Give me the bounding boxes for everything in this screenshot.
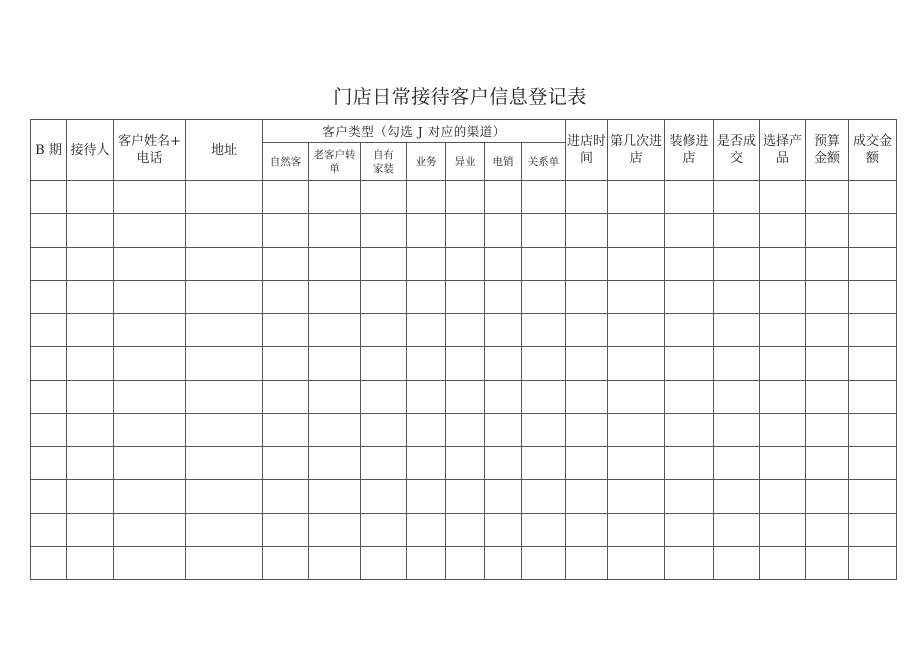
table-cell[interactable]: [407, 513, 446, 546]
header-type-own-decoration: 自有 家装: [361, 143, 407, 181]
table-row: [31, 247, 897, 280]
header-type-cross-industry: 异业: [446, 143, 485, 181]
table-cell[interactable]: [114, 314, 186, 347]
table-cell[interactable]: [608, 513, 665, 546]
table-cell[interactable]: [263, 546, 309, 579]
table-cell[interactable]: [263, 513, 309, 546]
table-cell[interactable]: [522, 413, 566, 446]
table-cell[interactable]: [263, 314, 309, 347]
table-cell[interactable]: [309, 413, 361, 446]
table-cell[interactable]: [608, 181, 665, 214]
table-cell[interactable]: [849, 347, 897, 380]
table-cell[interactable]: [522, 447, 566, 480]
table-cell[interactable]: [361, 380, 407, 413]
table-cell[interactable]: [485, 347, 522, 380]
table-cell[interactable]: [114, 447, 186, 480]
table-cell[interactable]: [407, 480, 446, 513]
table-row: [31, 546, 897, 579]
table-row: [31, 513, 897, 546]
table-cell[interactable]: [361, 546, 407, 579]
table-cell[interactable]: [186, 380, 263, 413]
table-cell[interactable]: [806, 280, 849, 313]
table-cell[interactable]: [566, 380, 608, 413]
table-cell[interactable]: [485, 513, 522, 546]
table-cell[interactable]: [114, 214, 186, 247]
header-date: B 期: [31, 120, 67, 181]
table-cell[interactable]: [407, 280, 446, 313]
table-cell[interactable]: [31, 480, 67, 513]
table-cell[interactable]: [67, 380, 114, 413]
table-cell[interactable]: [714, 347, 760, 380]
table-cell[interactable]: [760, 447, 806, 480]
header-deal-closed: 是否成 交: [714, 120, 760, 181]
table-cell[interactable]: [446, 413, 485, 446]
table-cell[interactable]: [31, 447, 67, 480]
table-row: [31, 214, 897, 247]
header-type-old-referral: 老客户转 单: [309, 143, 361, 181]
table-cell[interactable]: [849, 413, 897, 446]
customer-registration-table: [30, 119, 897, 580]
table-cell[interactable]: [407, 247, 446, 280]
table-cell[interactable]: [446, 280, 485, 313]
table-cell[interactable]: [849, 280, 897, 313]
table-cell[interactable]: [361, 314, 407, 347]
table-cell[interactable]: [760, 181, 806, 214]
table-cell[interactable]: [309, 480, 361, 513]
table-cell[interactable]: [665, 380, 714, 413]
table-cell[interactable]: [31, 546, 67, 579]
table-cell[interactable]: [446, 546, 485, 579]
table-cell[interactable]: [522, 280, 566, 313]
table-cell[interactable]: [263, 280, 309, 313]
table-cell[interactable]: [714, 513, 760, 546]
table-cell[interactable]: [446, 214, 485, 247]
table-row: [31, 413, 897, 446]
table-cell[interactable]: [566, 347, 608, 380]
table-cell[interactable]: [31, 513, 67, 546]
table-cell[interactable]: [186, 280, 263, 313]
table-row: [31, 380, 897, 413]
table-cell[interactable]: [407, 380, 446, 413]
table-cell[interactable]: [760, 380, 806, 413]
table-cell[interactable]: [263, 247, 309, 280]
table-cell[interactable]: [67, 447, 114, 480]
header-type-telemarketing: 电销: [485, 143, 522, 181]
table-cell[interactable]: [760, 413, 806, 446]
table-cell[interactable]: [566, 546, 608, 579]
table-cell[interactable]: [446, 380, 485, 413]
table-row: [31, 181, 897, 214]
table-cell[interactable]: [806, 314, 849, 347]
table-cell[interactable]: [114, 546, 186, 579]
table-cell[interactable]: [849, 380, 897, 413]
table-cell[interactable]: [263, 181, 309, 214]
table-cell[interactable]: [67, 280, 114, 313]
table-cell[interactable]: [714, 181, 760, 214]
table-cell[interactable]: [714, 447, 760, 480]
table-cell[interactable]: [665, 447, 714, 480]
table-cell[interactable]: [446, 247, 485, 280]
table-cell[interactable]: [67, 546, 114, 579]
table-cell[interactable]: [186, 214, 263, 247]
table-cell[interactable]: [407, 347, 446, 380]
table-cell[interactable]: [361, 513, 407, 546]
table-cell[interactable]: [522, 314, 566, 347]
table-cell[interactable]: [806, 214, 849, 247]
table-cell[interactable]: [446, 181, 485, 214]
table-cell[interactable]: [760, 280, 806, 313]
table-cell[interactable]: [186, 480, 263, 513]
table-cell[interactable]: [446, 480, 485, 513]
table-cell[interactable]: [714, 480, 760, 513]
header-visit-time: 进店时 间: [566, 120, 608, 181]
header-customer-type: 客户类型（勾选 J 对应的渠道）: [263, 120, 566, 143]
table-cell[interactable]: [760, 513, 806, 546]
table-cell[interactable]: [407, 546, 446, 579]
table-cell[interactable]: [67, 513, 114, 546]
table-cell[interactable]: [665, 513, 714, 546]
table-cell[interactable]: [714, 380, 760, 413]
table-cell[interactable]: [566, 513, 608, 546]
table-cell[interactable]: [263, 380, 309, 413]
table-row: [31, 447, 897, 480]
table-cell[interactable]: [361, 413, 407, 446]
table-cell[interactable]: [31, 380, 67, 413]
table-cell[interactable]: [485, 247, 522, 280]
table-cell[interactable]: [760, 214, 806, 247]
table-cell[interactable]: [566, 314, 608, 347]
table-cell[interactable]: [309, 380, 361, 413]
table-cell[interactable]: [361, 347, 407, 380]
table-cell[interactable]: [714, 314, 760, 347]
table-cell[interactable]: [522, 546, 566, 579]
table-cell[interactable]: [806, 447, 849, 480]
table-cell[interactable]: [566, 280, 608, 313]
table-cell[interactable]: [566, 447, 608, 480]
table-cell[interactable]: [31, 413, 67, 446]
header-decoration-visit: 装修进 店: [665, 120, 714, 181]
table-cell[interactable]: [407, 181, 446, 214]
table-cell[interactable]: [446, 513, 485, 546]
table-cell[interactable]: [114, 181, 186, 214]
table-cell[interactable]: [309, 214, 361, 247]
table-cell[interactable]: [31, 314, 67, 347]
table-cell[interactable]: [714, 280, 760, 313]
table-cell[interactable]: [566, 247, 608, 280]
table-cell[interactable]: [67, 347, 114, 380]
table-cell[interactable]: [485, 214, 522, 247]
table-cell[interactable]: [485, 480, 522, 513]
table-cell[interactable]: [849, 314, 897, 347]
table-cell[interactable]: [849, 513, 897, 546]
table-cell[interactable]: [485, 447, 522, 480]
table-cell[interactable]: [806, 347, 849, 380]
table-cell[interactable]: [114, 247, 186, 280]
header-product-selected: 选择产 品: [760, 120, 806, 181]
table-cell[interactable]: [485, 181, 522, 214]
table-cell[interactable]: [522, 247, 566, 280]
header-deal-amount: 成交金 额: [849, 120, 897, 181]
header-address: 地址: [186, 120, 263, 181]
table-cell[interactable]: [186, 447, 263, 480]
table-cell[interactable]: [608, 247, 665, 280]
table-cell[interactable]: [608, 546, 665, 579]
table-cell[interactable]: [67, 214, 114, 247]
header-type-business: 业务: [407, 143, 446, 181]
table-cell[interactable]: [485, 314, 522, 347]
table-cell[interactable]: [522, 380, 566, 413]
table-cell[interactable]: [446, 314, 485, 347]
table-row: [31, 480, 897, 513]
table-cell[interactable]: [31, 247, 67, 280]
table-cell[interactable]: [665, 280, 714, 313]
table-row: [31, 280, 897, 313]
table-cell[interactable]: [665, 214, 714, 247]
table-cell[interactable]: [263, 347, 309, 380]
table-cell[interactable]: [361, 247, 407, 280]
table-cell[interactable]: [665, 480, 714, 513]
table-cell[interactable]: [566, 480, 608, 513]
table-cell[interactable]: [760, 546, 806, 579]
table-cell[interactable]: [309, 314, 361, 347]
table-cell[interactable]: [665, 181, 714, 214]
table-cell[interactable]: [806, 546, 849, 579]
table-cell[interactable]: [608, 413, 665, 446]
header-receptionist: 接待人: [67, 120, 114, 181]
table-cell[interactable]: [186, 247, 263, 280]
page-title: 门店日常接待客户信息登记表: [333, 86, 587, 108]
table-cell[interactable]: [608, 480, 665, 513]
table-cell[interactable]: [665, 314, 714, 347]
table-cell[interactable]: [485, 413, 522, 446]
table-cell[interactable]: [522, 181, 566, 214]
header-budget-amount: 预算 金额: [806, 120, 849, 181]
table-cell[interactable]: [665, 247, 714, 280]
table-cell[interactable]: [849, 247, 897, 280]
table-cell[interactable]: [714, 247, 760, 280]
table-cell[interactable]: [31, 280, 67, 313]
table-cell[interactable]: [31, 347, 67, 380]
table-cell[interactable]: [446, 347, 485, 380]
table-cell[interactable]: [186, 546, 263, 579]
table-cell[interactable]: [114, 380, 186, 413]
table-cell[interactable]: [407, 314, 446, 347]
table-cell[interactable]: [566, 214, 608, 247]
table-cell[interactable]: [309, 447, 361, 480]
header-type-natural: 自然客: [263, 143, 309, 181]
table-cell[interactable]: [309, 280, 361, 313]
table-cell[interactable]: [446, 447, 485, 480]
table-cell[interactable]: [309, 513, 361, 546]
table-cell[interactable]: [849, 480, 897, 513]
table-cell[interactable]: [309, 347, 361, 380]
table-cell[interactable]: [849, 546, 897, 579]
table-cell[interactable]: [31, 181, 67, 214]
table-cell[interactable]: [186, 314, 263, 347]
table-cell[interactable]: [760, 347, 806, 380]
table-cell[interactable]: [114, 480, 186, 513]
table-cell[interactable]: [608, 447, 665, 480]
table-cell[interactable]: [361, 480, 407, 513]
table-cell[interactable]: [407, 413, 446, 446]
table-cell[interactable]: [263, 480, 309, 513]
table-cell[interactable]: [186, 513, 263, 546]
table-cell[interactable]: [485, 546, 522, 579]
header-visit-count: 第几次进 店: [608, 120, 665, 181]
table-cell[interactable]: [309, 546, 361, 579]
table-cell[interactable]: [608, 280, 665, 313]
table-cell[interactable]: [760, 314, 806, 347]
table-cell[interactable]: [263, 413, 309, 446]
table-cell[interactable]: [309, 247, 361, 280]
table-cell[interactable]: [114, 413, 186, 446]
table-cell[interactable]: [608, 314, 665, 347]
table-cell[interactable]: [566, 413, 608, 446]
table-cell[interactable]: [67, 314, 114, 347]
table-cell[interactable]: [407, 214, 446, 247]
table-cell[interactable]: [309, 181, 361, 214]
table-cell[interactable]: [760, 480, 806, 513]
table-cell[interactable]: [67, 413, 114, 446]
table-cell[interactable]: [806, 247, 849, 280]
header-type-relation: 关系单: [522, 143, 566, 181]
table-cell[interactable]: [67, 181, 114, 214]
table-cell[interactable]: [263, 447, 309, 480]
table-cell[interactable]: [407, 447, 446, 480]
table-cell[interactable]: [806, 181, 849, 214]
table-cell[interactable]: [760, 247, 806, 280]
table-cell[interactable]: [714, 546, 760, 579]
table-cell[interactable]: [522, 480, 566, 513]
table-cell[interactable]: [67, 480, 114, 513]
table-cell[interactable]: [849, 181, 897, 214]
table-row: [31, 347, 897, 380]
table-cell[interactable]: [522, 214, 566, 247]
table-cell[interactable]: [361, 280, 407, 313]
table-cell[interactable]: [522, 347, 566, 380]
table-cell[interactable]: [114, 513, 186, 546]
table-cell[interactable]: [806, 413, 849, 446]
table-cell[interactable]: [361, 181, 407, 214]
table-cell[interactable]: [114, 280, 186, 313]
table-row: [31, 314, 897, 347]
table-cell[interactable]: [849, 214, 897, 247]
table-cell[interactable]: [608, 347, 665, 380]
table-cell[interactable]: [186, 181, 263, 214]
table-cell[interactable]: [806, 480, 849, 513]
table-cell[interactable]: [665, 546, 714, 579]
header-customer-name-phone: 客户姓名+ 电话: [114, 120, 186, 181]
table-cell[interactable]: [361, 447, 407, 480]
table-cell[interactable]: [714, 214, 760, 247]
table-cell[interactable]: [361, 214, 407, 247]
table-cell[interactable]: [186, 413, 263, 446]
table-cell[interactable]: [186, 347, 263, 380]
table-cell[interactable]: [522, 513, 566, 546]
table-cell[interactable]: [31, 214, 67, 247]
table-cell[interactable]: [806, 380, 849, 413]
table-cell[interactable]: [566, 181, 608, 214]
table-cell[interactable]: [263, 214, 309, 247]
table-cell[interactable]: [608, 380, 665, 413]
table-cell[interactable]: [114, 347, 186, 380]
table-cell[interactable]: [714, 413, 760, 446]
table-body: [31, 181, 897, 580]
table-cell[interactable]: [665, 413, 714, 446]
table-cell[interactable]: [485, 280, 522, 313]
table-cell[interactable]: [485, 380, 522, 413]
table-cell[interactable]: [806, 513, 849, 546]
table-cell[interactable]: [665, 347, 714, 380]
table-cell[interactable]: [849, 447, 897, 480]
table-cell[interactable]: [608, 214, 665, 247]
table-cell[interactable]: [67, 247, 114, 280]
